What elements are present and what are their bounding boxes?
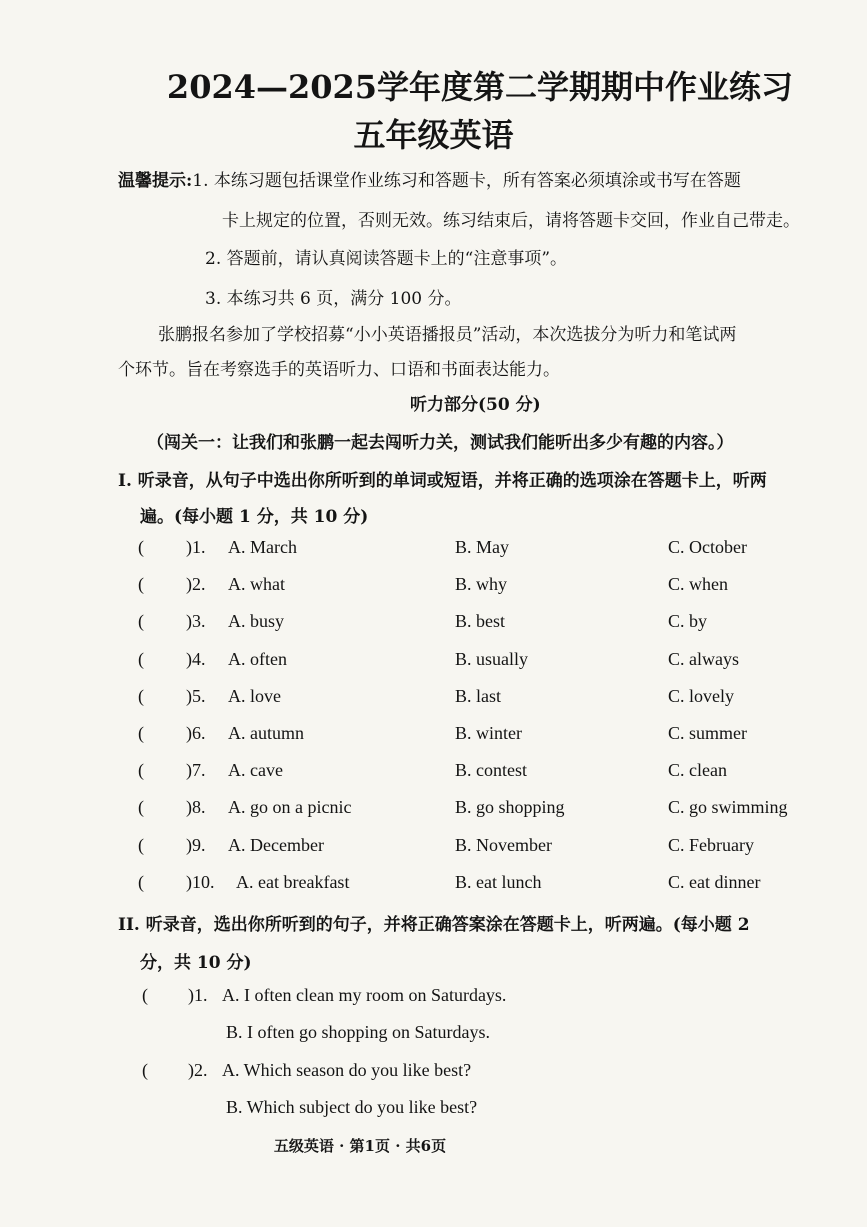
level-1-intro: （闯关一：让我们和张鹏一起去闯听力关，测试我们能听出多少有趣的内容。）	[147, 433, 734, 453]
option-b: B. winter	[455, 723, 522, 743]
answer-paren[interactable]: (	[138, 574, 144, 595]
notice-item-2: 2. 答题前，请认真阅读答题卡上的“注意事项”。	[205, 249, 568, 269]
option-a: A. busy	[228, 611, 285, 632]
option-a: A. often	[228, 648, 287, 669]
question-row	[0, 760, 867, 784]
option-a: A. I often clean my room on Saturdays.	[222, 985, 507, 1005]
option-b: B. why	[455, 574, 508, 595]
section-2-question-2	[0, 1060, 867, 1084]
page-subtitle: 五年级英语	[353, 116, 514, 154]
option-b: B. contest	[455, 760, 527, 781]
question-number: )2.	[188, 1060, 208, 1080]
option-c: C. eat dinner	[668, 871, 761, 892]
option-b: B. best	[455, 611, 506, 632]
option-c: C. October	[668, 537, 747, 557]
question-row	[0, 537, 867, 561]
question-row	[0, 723, 867, 747]
answer-paren[interactable]: (	[138, 834, 144, 855]
option-a: A. love	[228, 685, 281, 706]
question-row	[0, 611, 867, 635]
option-c: C. always	[668, 648, 739, 669]
question-number: )7.	[186, 760, 206, 781]
option-a: A. cave	[228, 760, 283, 781]
option-a: A. autumn	[228, 723, 304, 743]
question-number: )10.	[186, 871, 215, 892]
notice-item-3: 3. 本练习共 6 页，满分 100 分。	[205, 289, 462, 309]
answer-paren[interactable]: (	[142, 985, 148, 1005]
option-a: A. December	[228, 834, 324, 855]
option-b: B. May	[455, 537, 509, 557]
option-c: C. lovely	[668, 685, 734, 706]
question-number: )6.	[186, 723, 206, 743]
option-a: A. eat breakfast	[236, 871, 350, 892]
option-c: C. when	[668, 574, 728, 595]
option-c: C. by	[668, 611, 708, 632]
answer-paren[interactable]: (	[138, 871, 144, 892]
answer-paren[interactable]: (	[138, 648, 144, 669]
listening-header: 听力部分(50 分)	[410, 395, 541, 415]
option-b: B. November	[455, 834, 552, 855]
question-row	[0, 649, 867, 673]
question-row	[0, 797, 867, 821]
page-title: 2024—2025学年度第二学期期中作业练习	[166, 68, 794, 106]
section-2-title-cont: 分，共 10 分)	[140, 953, 252, 973]
intro-line-2: 个环节。旨在考察选手的英语听力、口语和书面表达能力。	[118, 360, 560, 380]
option-c: C. go swimming	[668, 797, 788, 818]
answer-paren[interactable]: (	[138, 797, 144, 818]
question-row	[0, 686, 867, 710]
answer-paren[interactable]: (	[142, 1060, 148, 1080]
question-number: )9.	[186, 834, 206, 855]
answer-paren[interactable]: (	[138, 537, 144, 557]
answer-paren[interactable]: (	[138, 611, 144, 632]
answer-paren[interactable]: (	[138, 723, 144, 743]
question-number: )4.	[186, 648, 206, 669]
question-number: )1.	[188, 985, 208, 1005]
question-row	[0, 872, 867, 896]
answer-paren[interactable]: (	[138, 760, 144, 781]
option-a: A. March	[228, 537, 297, 557]
notice-item-1: 1. 本练习题包括课堂作业练习和答题卡，所有答案必须填涂或书写在答题	[192, 171, 741, 191]
option-b: B. go shopping	[455, 797, 565, 818]
question-number: )1.	[186, 537, 206, 557]
question-number: )2.	[186, 574, 206, 595]
section-1-title: I. 听录音，从句子中选出你所听到的单词或短语，并将正确的选项涂在答题卡上，听两	[118, 471, 767, 491]
notice-label: 温馨提示:	[118, 171, 193, 191]
option-a: A. go on a picnic	[228, 797, 352, 818]
option-a: A. what	[228, 574, 285, 595]
option-c: C. February	[668, 834, 754, 855]
option-b: B. last	[455, 685, 502, 706]
question-row	[0, 574, 867, 598]
question-row	[0, 835, 867, 859]
answer-paren[interactable]: (	[138, 685, 144, 706]
notice-item-1-cont: 卡上规定的位置，否则无效。练习结束后，请将答题卡交回，作业自己带走。	[222, 211, 800, 231]
option-a: A. Which season do you like best?	[222, 1060, 472, 1080]
section-2-title: II. 听录音，选出你所听到的句子，并将正确答案涂在答题卡上，听两遍。(每小题 2	[118, 915, 750, 935]
question-number: )8.	[186, 797, 206, 818]
section-1-title-cont: 遍。(每小题 1 分，共 10 分)	[140, 507, 369, 527]
question-number: )5.	[186, 685, 206, 706]
section-2-q2-option-b: B. Which subject do you like best?	[226, 1097, 478, 1117]
section-2-question-1	[0, 985, 867, 1009]
page-footer: 五级英语 · 第1页 · 共6页	[273, 1137, 447, 1155]
option-b: B. eat lunch	[455, 871, 542, 892]
question-number: )3.	[186, 611, 206, 632]
intro-line-1: 张鹏报名参加了学校招募“小小英语播报员”活动，本次选拔分为听力和笔试两	[158, 325, 737, 345]
option-c: C. summer	[668, 723, 747, 743]
option-b: B. usually	[455, 648, 529, 669]
section-2-q1-option-b: B. I often go shopping on Saturdays.	[226, 1022, 490, 1042]
option-c: C. clean	[668, 760, 727, 781]
